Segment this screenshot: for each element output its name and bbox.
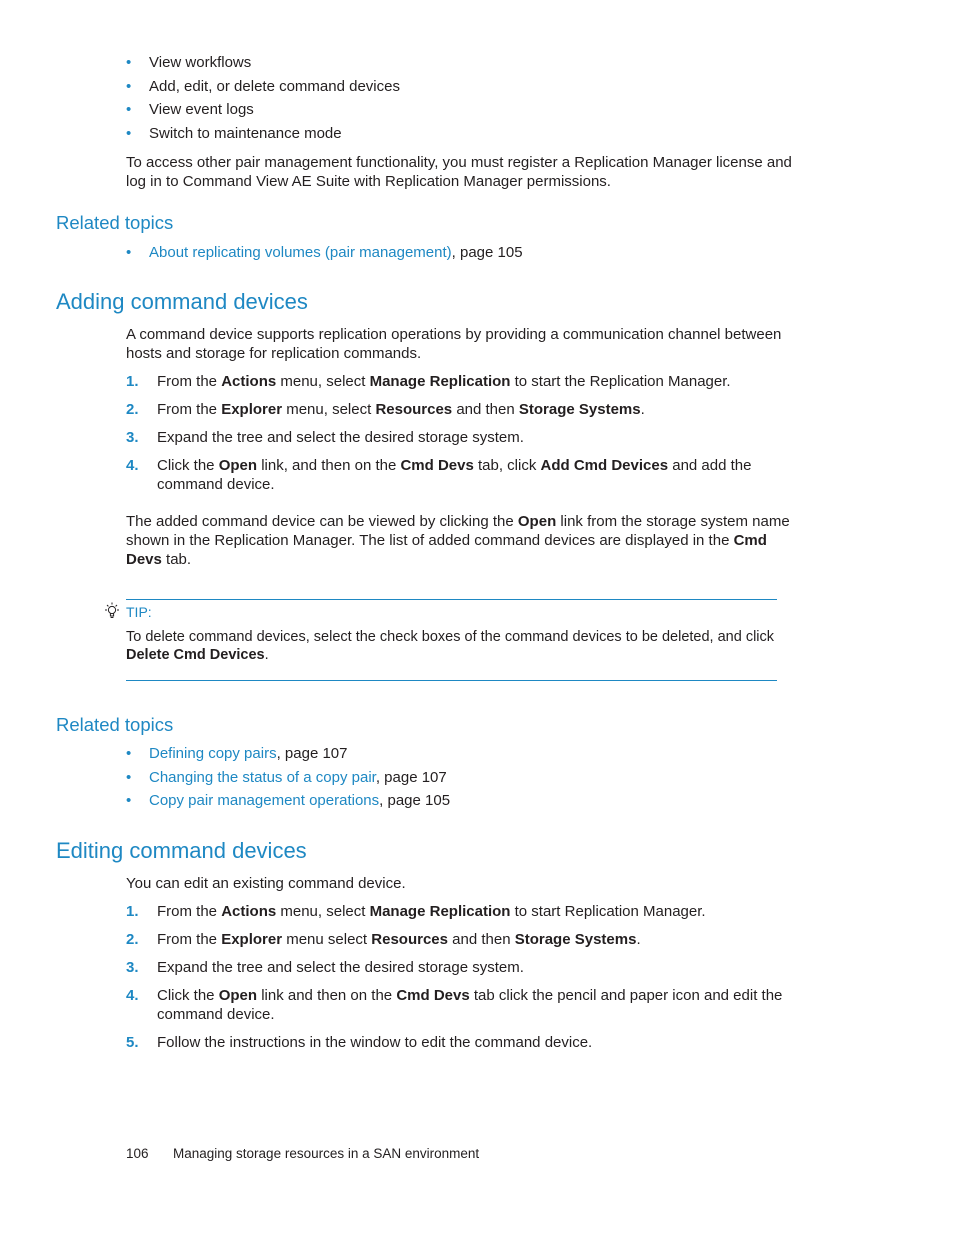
step-text: From the Explorer menu select Resources and then Storage Systems.	[157, 931, 641, 948]
bullet-icon: •	[126, 792, 132, 809]
list-item-text: View event logs	[149, 101, 254, 118]
step-item	[126, 958, 806, 977]
step-number: 3.	[126, 429, 139, 446]
list-item	[126, 244, 523, 262]
access-paragraph: To access other pair management functionality, you must register a Replication Manager license and log in to Command View AE Suite with Replication Manager permissions.	[126, 154, 792, 190]
related-topic-link[interactable]: Copy pair management operations	[149, 792, 380, 809]
page-reference: , page 105	[379, 792, 451, 809]
bullet-icon: •	[126, 745, 132, 762]
lightbulb-icon	[102, 601, 122, 621]
bullet-icon: •	[126, 125, 132, 142]
tip-bottom-rule	[126, 680, 777, 681]
step-text: From the Actions menu, select Manage Replication to start Replication Manager.	[157, 903, 706, 920]
list-item	[126, 769, 447, 787]
related-topics-heading: Related topics	[56, 212, 174, 233]
page-reference: , page 107	[276, 745, 348, 762]
step-item	[126, 1033, 806, 1052]
step-item	[126, 428, 806, 447]
step-text: Expand the tree and select the desired storage system.	[157, 959, 524, 976]
list-item-text: View workflows	[149, 54, 252, 71]
list-item	[126, 54, 251, 72]
step-text: Follow the instructions in the window to edit the command device.	[157, 1034, 593, 1051]
step-item	[126, 400, 806, 419]
related-topic-link[interactable]: About replicating volumes (pair management)	[149, 244, 452, 261]
tip-label: TIP:	[126, 604, 152, 620]
step-number: 3.	[126, 959, 139, 976]
related-topics-heading: Related topics	[56, 714, 174, 735]
step-number: 2.	[126, 931, 139, 948]
list-item-text: Add, edit, or delete command devices	[149, 78, 400, 95]
page-reference: , page 107	[375, 769, 447, 786]
step-item	[126, 902, 806, 921]
page-reference: , page 105	[451, 244, 523, 261]
tip-top-rule	[126, 599, 777, 600]
step-text: From the Actions menu, select Manage Replication to start the Replication Manager.	[157, 373, 731, 390]
step-text: From the Explorer menu, select Resources and then Storage Systems.	[157, 401, 645, 418]
step-item	[126, 986, 806, 1024]
tip-text: To delete command devices, select the check boxes of the command devices to be deleted, and click Delete Cmd Devices.	[126, 629, 775, 663]
list-item-text: Switch to maintenance mode	[149, 125, 342, 142]
bullet-icon: •	[126, 769, 132, 786]
related-topic-link[interactable]: Changing the status of a copy pair	[149, 769, 376, 786]
section-heading-editing: Editing command devices	[56, 838, 307, 863]
page-number: 106	[126, 1146, 149, 1161]
step-number: 4.	[126, 457, 139, 474]
step-number: 1.	[126, 373, 139, 390]
list-item	[126, 101, 254, 119]
list-item	[126, 745, 347, 763]
step-text: Click the Open link and then on the Cmd Devs tab click the pencil and paper icon and edit the command device.	[157, 987, 783, 1023]
step-text: Expand the tree and select the desired storage system.	[157, 429, 524, 446]
adding-intro: A command device supports replication operations by providing a communication channel between hosts and storage for replication commands.	[126, 326, 782, 362]
step-item	[126, 930, 806, 949]
editing-intro: You can edit an existing command device.	[126, 875, 406, 892]
step-number: 4.	[126, 987, 139, 1004]
related-topic-link[interactable]: Defining copy pairs	[149, 745, 277, 762]
bullet-icon: •	[126, 101, 132, 118]
step-item	[126, 372, 806, 391]
footer-chapter-title: Managing storage resources in a SAN environment	[173, 1146, 480, 1161]
list-item	[126, 78, 400, 96]
section-heading-adding: Adding command devices	[56, 289, 308, 314]
step-number: 2.	[126, 401, 139, 418]
step-item	[126, 456, 806, 494]
bullet-icon: •	[126, 78, 132, 95]
list-item	[126, 125, 342, 143]
bullet-icon: •	[126, 244, 132, 261]
step-number: 1.	[126, 903, 139, 920]
bullet-icon: •	[126, 54, 132, 71]
adding-after-paragraph: The added command device can be viewed by clicking the Open link from the storage system name shown in the Replication Manager. The list of added command devices are displayed in the Cmd Devs tab.	[126, 513, 790, 568]
list-item	[126, 792, 450, 810]
step-number: 5.	[126, 1034, 139, 1051]
step-text: Click the Open link, and then on the Cmd Devs tab, click Add Cmd Devices and add the command device.	[157, 457, 752, 493]
